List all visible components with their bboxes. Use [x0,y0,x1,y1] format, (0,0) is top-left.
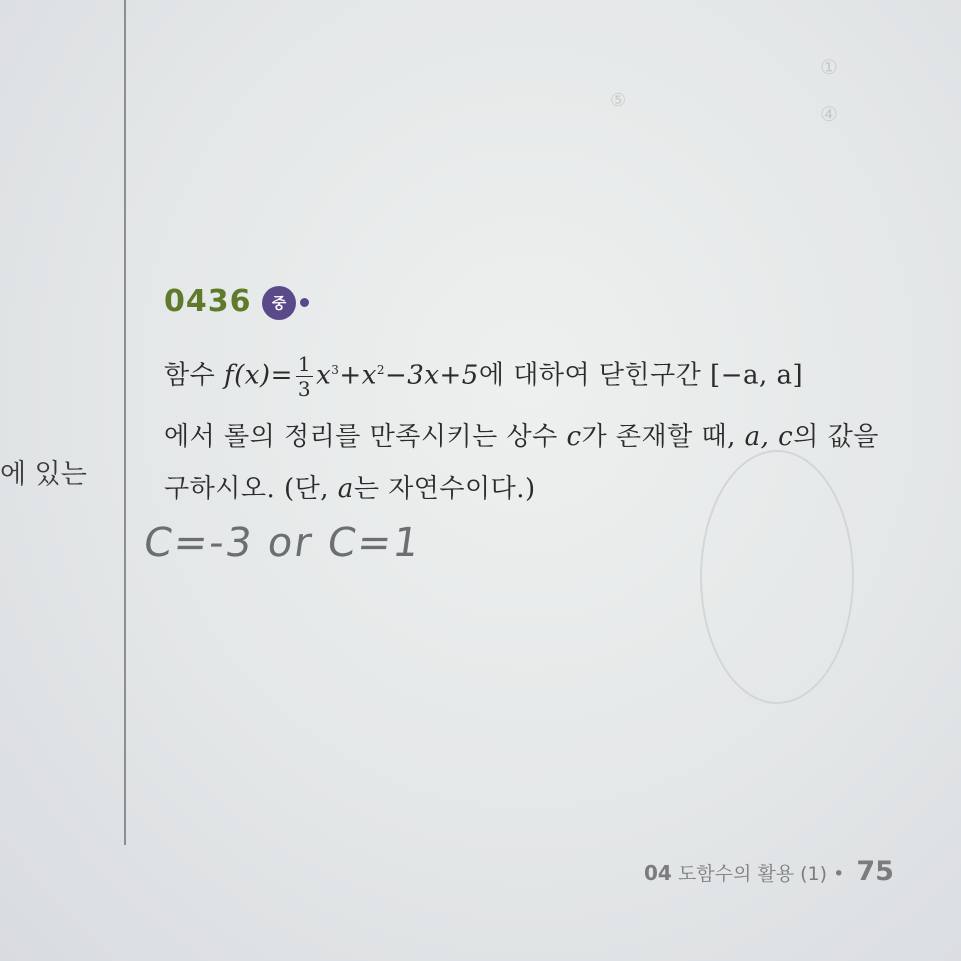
chapter-part: (1) [800,863,828,885]
bullet-icon: • [833,863,845,885]
math-segment: x [316,360,332,391]
text-segment: 구하시오. (단, [164,474,338,504]
chapter-title: 도함수의 활용 [677,863,795,885]
bleed-through-circle [700,450,854,704]
problem-number: 0436 [164,284,252,319]
fraction-numerator: 1 [297,352,312,376]
handwritten-answer: C=-3 or C=1 [140,520,424,566]
page-gutter-rule [124,0,126,845]
math-segment: c [566,422,582,452]
math-segment: a, c [744,422,794,452]
page-footer [644,856,894,887]
math-segment: f(x)= [224,360,293,391]
problem-line-1 [164,354,803,399]
text-segment: 에서 롤의 정리를 만족시키는 상수 [164,422,567,452]
text-segment: 함수 [164,360,216,391]
text-segment: 에 대하여 닫힌구간 [−a, a] [478,360,804,391]
page-number: 75 [856,856,894,887]
text-segment: 의 값을 [793,422,879,452]
exponent: 2 [376,362,385,377]
bleed-through-mark: ① [820,55,838,79]
problem-line-3 [164,468,536,505]
left-page-text: 에 있는 [0,459,87,490]
chapter-number: 04 [644,861,672,885]
fraction [296,354,313,399]
difficulty-badge: 중 [262,286,296,320]
math-segment: a [337,474,354,504]
bleed-through-mark: ⑤ [610,90,627,111]
exponent: 3 [331,362,340,377]
text-segment: 는 자연수이다.) [353,474,536,504]
bleed-through-mark: ④ [820,102,838,126]
text-segment: 가 존재할 때, [581,422,745,452]
math-segment: −3x+5 [385,360,479,391]
problem-line-2 [164,416,879,453]
math-segment: +x [339,360,377,391]
fraction-denominator: 3 [297,377,312,401]
